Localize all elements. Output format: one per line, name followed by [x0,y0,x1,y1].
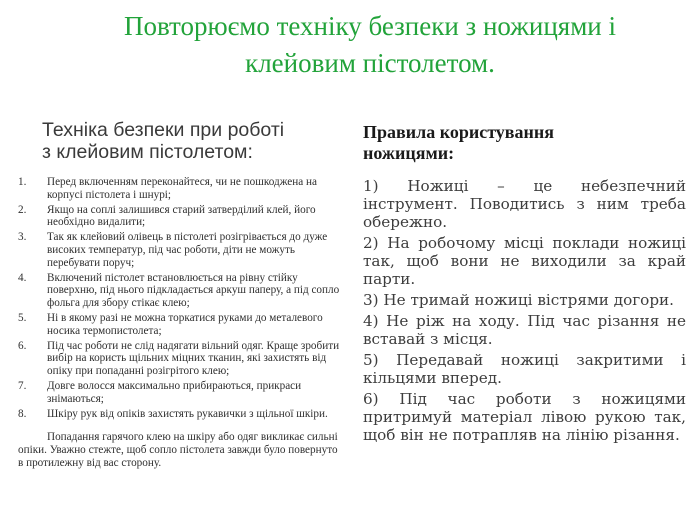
rule-number: 1. [18,176,27,188]
scissors-rule: 4) Не ріж на ходу. Під час різання не вставай з місця. [363,312,686,348]
rule-number: 5. [18,311,27,324]
rule-number: 3. [18,231,27,244]
rule-text: Під час роботи не слід надягати вільний одяг. Краще зробити вибір на користь щільних міцних тканин, які захистять від опіку при попаданні розігрітого клею; [47,339,340,378]
rule-text: Якщо на соплі залишився старий затверділий клей, його необхідно видалити; [47,203,316,229]
scissors-rule: 3) Не тримай ножиці вістрями догори. [363,291,675,309]
rule-number: 4. [18,271,27,284]
rule-text: Включений пістолет встановлюється на рівну стійку поверхню, під нього підкладається аркуш паперу, а під сопло фольга для збору стікає клею; [47,271,340,310]
glue-gun-rule [18,380,340,406]
scissors-heading-line-1: Правила користування [363,122,555,142]
slide-title-line-1: Повторюємо техніку безпеки з ножицями і [123,11,617,41]
rule-text: Довге волосся максимально прибираються, прикраси знімаються; [47,379,302,405]
scissors-rules-heading [363,122,673,164]
glue-gun-rule [18,272,340,310]
rule-number: 2. [18,203,27,216]
scissors-rule: 2) На робочому місці поклади ножиці так, щоб вони не виходили за край парти. [363,234,686,288]
glue-gun-rule [18,408,340,421]
rule-text: Ні в якому разі не можна торкатися руками до металевого носика термопистолета; [47,311,323,337]
glue-gun-rule [18,312,340,338]
rule-number: 6. [18,339,27,352]
rule-number: 8. [18,407,27,420]
rule-number: 7. [18,379,27,392]
scissors-rule: 5) Передавай ножиці закритими і кільцями вперед. [363,351,686,387]
rule-text: Так як клейовий олівець в пістолеті розігрівається до дуже високих температур, під час роботи, діти не можуть перебувати поруч; [47,231,328,269]
glue-gun-heading-line-1: Техніка безпеки при роботі [42,119,285,141]
glue-gun-rule [18,176,340,202]
scissors-heading-line-2: ножицями: [363,143,455,163]
glue-gun-rule [18,204,340,230]
scissors-rule: 6) Під час роботи з ножицями притримуй матеріал лівою рукою так, щоб він не потрапляв на лінію різання. [363,390,686,444]
glue-gun-safety-heading [42,119,342,163]
rule-text: Перед включенням переконайтеся, чи не пошкоджена на корпусі пістолета і шнурі; [47,176,317,201]
scissors-rule: 1) Ножиці – це небезпечний інструмент. Поводитись з ним треба обережно. [363,177,686,231]
glue-gun-warning-note: Попадання гарячого клею на шкіру або одяг викликає сильні опіки. Уважно стежте, щоб сопло пістолета завжди було повернуто в протилежну від вас сторону. [18,431,338,469]
glue-gun-rule [18,340,340,378]
scissors-rules-list [363,177,686,447]
glue-gun-rule [18,231,340,269]
glue-gun-rules-list [18,176,340,422]
slide-title [60,8,680,82]
slide-title-line-2: клейовим пістолетом. [245,48,495,78]
rule-text: Шкіру рук від опіків захистять рукавички з щільної шкіри. [47,407,328,420]
glue-gun-heading-line-2: з клейовим пістолетом: [42,141,253,163]
